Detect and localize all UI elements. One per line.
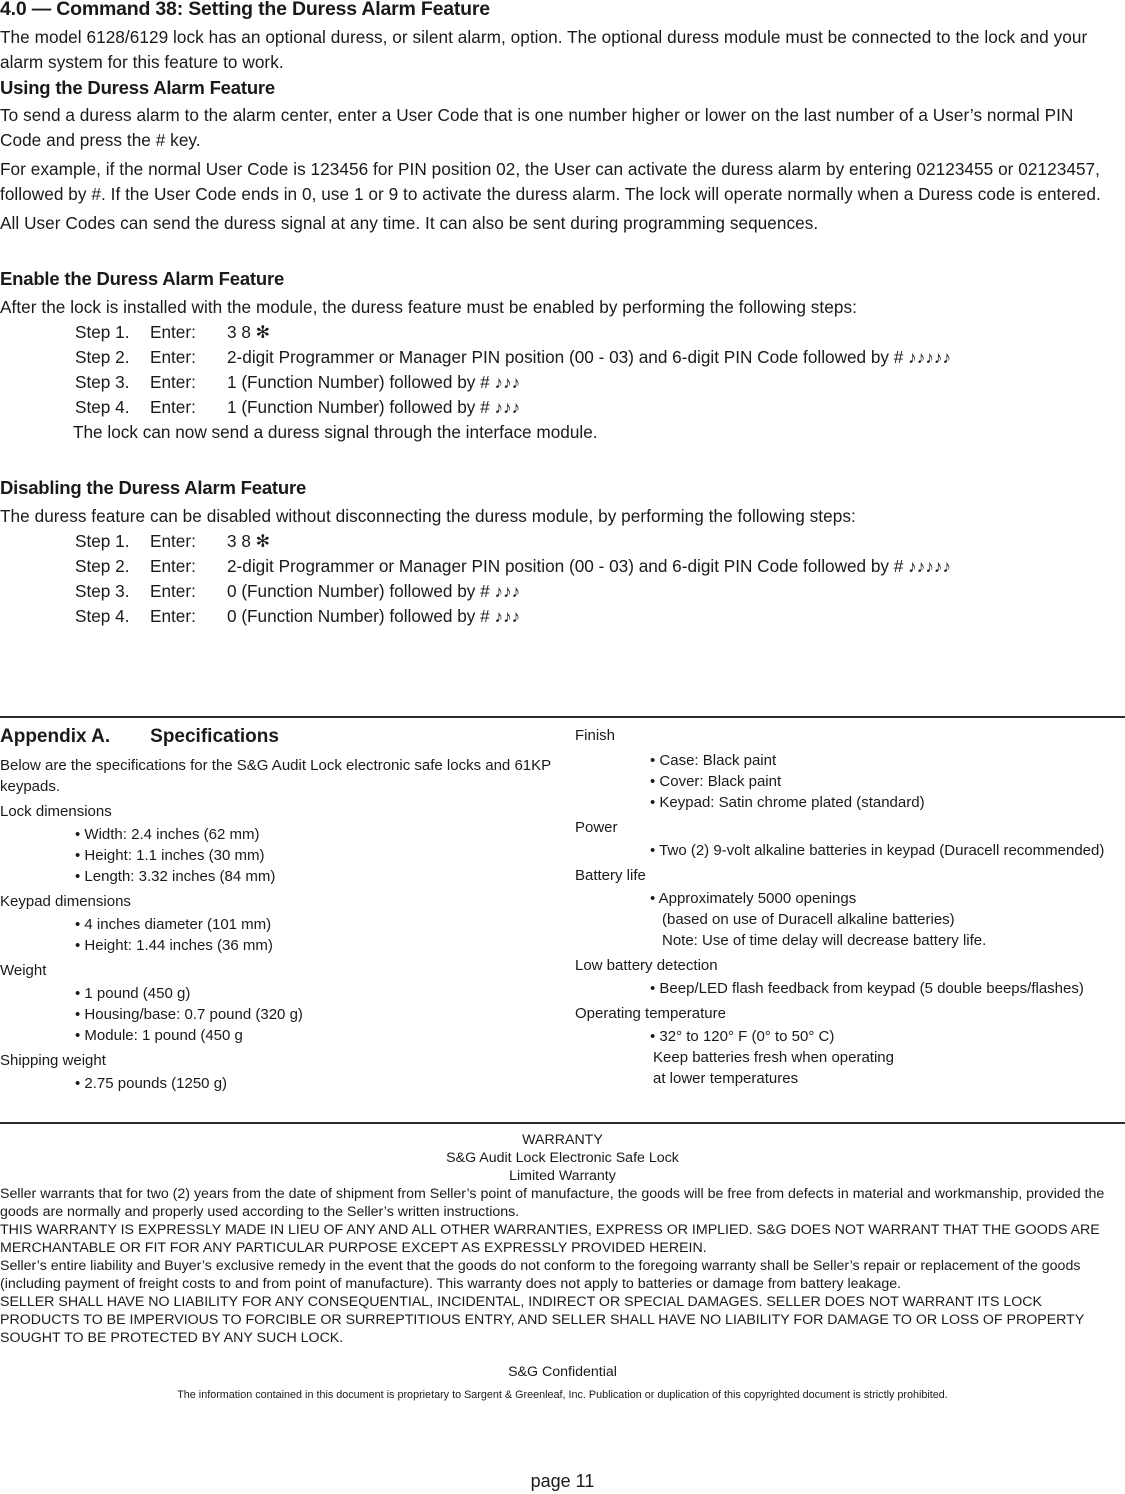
section-title: 4.0 — Command 38: Setting the Duress Alarm Feature [0,0,490,20]
enable-note: The lock can now send a duress signal through the interface module. [73,422,598,442]
enable-heading: Enable the Duress Alarm Feature [0,268,285,289]
finish-title: Finish [575,727,616,744]
appendix-heading: Appendix A. Specifications [0,726,279,747]
warranty-paragraph-3: Seller’s entire liability and Buyer’s exclusive remedy in the event that the goods do not conform to the foregoing warranty shall be Seller’s repair or replacement of the goods (including payment of freight costs to and from point of manufacture). This warranty does not apply to batteries or damage from battery leakage. [0,1258,1081,1292]
using-paragraph-3: All User Codes can send the duress signal at any time. It can also be sent during programming sequences. [0,213,819,233]
using-heading: Using the Duress Alarm Feature [0,77,276,98]
using-paragraph-1: To send a duress alarm to the alarm center, enter a User Code that is one number higher or lower on the last number of a User’s normal PIN Code and press the # key. [0,105,1074,150]
step-item: Step 1. Enter: 3 8 ✻ [75,322,271,342]
weight-title: Weight [0,962,47,979]
proprietary-notice: The information contained in this document is proprietary to Sargent & Greenleaf, Inc. Publication or duplication of this copyrighted document is strictly prohibited. [177,1389,948,1401]
weight-list: • 1 pound (450 g) • Housing/base: 0.7 pound (320 g) • Module: 1 pound (450 g [75,985,303,1044]
lock-dimensions-title: Lock dimensions [0,803,112,820]
section-intro: The model 6128/6129 lock has an optional duress, or silent alarm, option. The optional duress module must be connected to the lock and your alarm system for this feature to work. [0,27,1088,72]
keypad-dimensions-list: • 4 inches diameter (101 mm) • Height: 1.44 inches (36 mm) [75,916,273,954]
enable-intro: After the lock is installed with the module, the duress feature must be enabled by performing the following steps: [0,297,857,317]
warranty-paragraph-4: SELLER SHALL HAVE NO LIABILITY FOR ANY CONSEQUENTIAL, INCIDENTAL, INDIRECT OR SPECIAL DAMAGES. SELLER DOES NOT WARRANT ITS LOCK PRODUCTS TO BE IMPERVIOUS TO FORCIBLE OR SURREPTITIOUS ENTRY, AND SELLER SHALL HAVE NO LIABILITY FOR DAMAGE TO OR LOSS OF PROPERTY SOUGHT TO BE PROTECTED BY ANY SUCH LOCK. [0,1294,1085,1346]
warranty-section [0,1131,1125,1404]
power-title: Power [575,819,618,836]
divider [0,1122,1125,1124]
low-battery-list: • Beep/LED flash feedback from keypad (5 double beeps/flashes) [650,980,1084,997]
step-item: Step 4. Enter: 0 (Function Number) followed by # ♪♪♪ [75,606,521,626]
warranty-paragraph-2: THIS WARRANTY IS EXPRESSLY MADE IN LIEU OF ANY AND ALL OTHER WARRANTIES, EXPRESS OR IMPLIED. S&G DOES NOT WARRANT THAT THE GOODS ARE MERCHANTABLE OR FIT FOR ANY PARTICULAR PURPOSE EXCEPT AS EXPRESSLY PROVIDED HEREIN. [0,1222,1100,1256]
warranty-heading: WARRANTY [522,1132,603,1148]
command-38-section [0,0,1110,629]
disable-steps [0,529,1110,629]
battery-life-title: Battery life [575,867,646,884]
disable-heading: Disabling the Duress Alarm Feature [0,477,307,498]
divider [0,716,1125,718]
warranty-paragraph-1: Seller warrants that for two (2) years from the date of shipment from Seller’s point of manufacture, the goods will be free from defects in material and workmanship, provided the goods are normally and properly used according to the Seller’s written instructions. [0,1186,1105,1220]
lock-dimensions-list: • Width: 2.4 inches (62 mm) • Height: 1.1 inches (30 mm) • Length: 3.32 inches (84 mm) [75,826,276,885]
operating-temp-list: • 32° to 120° F (0° to 50° C) Keep batteries fresh when operating at lower temperatures [650,1028,894,1087]
appendix-left-column [0,725,555,1098]
confidential-label: S&G Confidential [508,1364,617,1380]
appendix-intro: Below are the specifications for the S&G Audit Lock electronic safe locks and 61KP keypads. [0,757,551,795]
disable-intro: The duress feature can be disabled without disconnecting the duress module, by performing the following steps: [0,506,856,526]
step-item: Step 2. Enter: 2-digit Programmer or Manager PIN position (00 - 03) and 6-digit PIN Code followed by # ♪♪♪♪♪ [75,347,952,367]
shipping-weight-list: • 2.75 pounds (1250 g) [75,1075,228,1092]
power-list: • Two (2) 9-volt alkaline batteries in keypad (Duracell recommended) [650,842,1105,859]
using-paragraph-2: For example, if the normal User Code is 123456 for PIN position 02, the User can activate the duress alarm by entering 02123455 or 02123457, followed by #. If the User Code ends in 0, use 1 or 9 to activate the duress alarm. The lock will operate normally when a Duress code is entered. [0,159,1101,204]
battery-life-list: • Approximately 5000 openings (based on use of Duracell alkaline batteries) Note: Use of time delay will decrease battery life. [650,890,987,949]
appendix-right-column [575,725,1123,1093]
step-item: Step 3. Enter: 1 (Function Number) followed by # ♪♪♪ [75,372,521,392]
finish-list: • Case: Black paint • Cover: Black paint • Keypad: Satin chrome plated (standard) [650,752,925,811]
enable-steps [0,320,1110,420]
warranty-type: Limited Warranty [509,1168,616,1184]
low-battery-title: Low battery detection [575,957,718,974]
step-item: Step 2. Enter: 2-digit Programmer or Manager PIN position (00 - 03) and 6-digit PIN Code followed by # ♪♪♪♪♪ [75,556,952,576]
step-item: Step 1. Enter: 3 8 ✻ [75,531,271,551]
step-item: Step 3. Enter: 0 (Function Number) followed by # ♪♪♪ [75,581,521,601]
keypad-dimensions-title: Keypad dimensions [0,893,131,910]
step-item: Step 4. Enter: 1 (Function Number) followed by # ♪♪♪ [75,397,521,417]
operating-temp-title: Operating temperature [575,1005,726,1022]
warranty-product: S&G Audit Lock Electronic Safe Lock [446,1150,679,1166]
shipping-weight-title: Shipping weight [0,1052,106,1069]
page-number: page 11 [530,1471,595,1491]
